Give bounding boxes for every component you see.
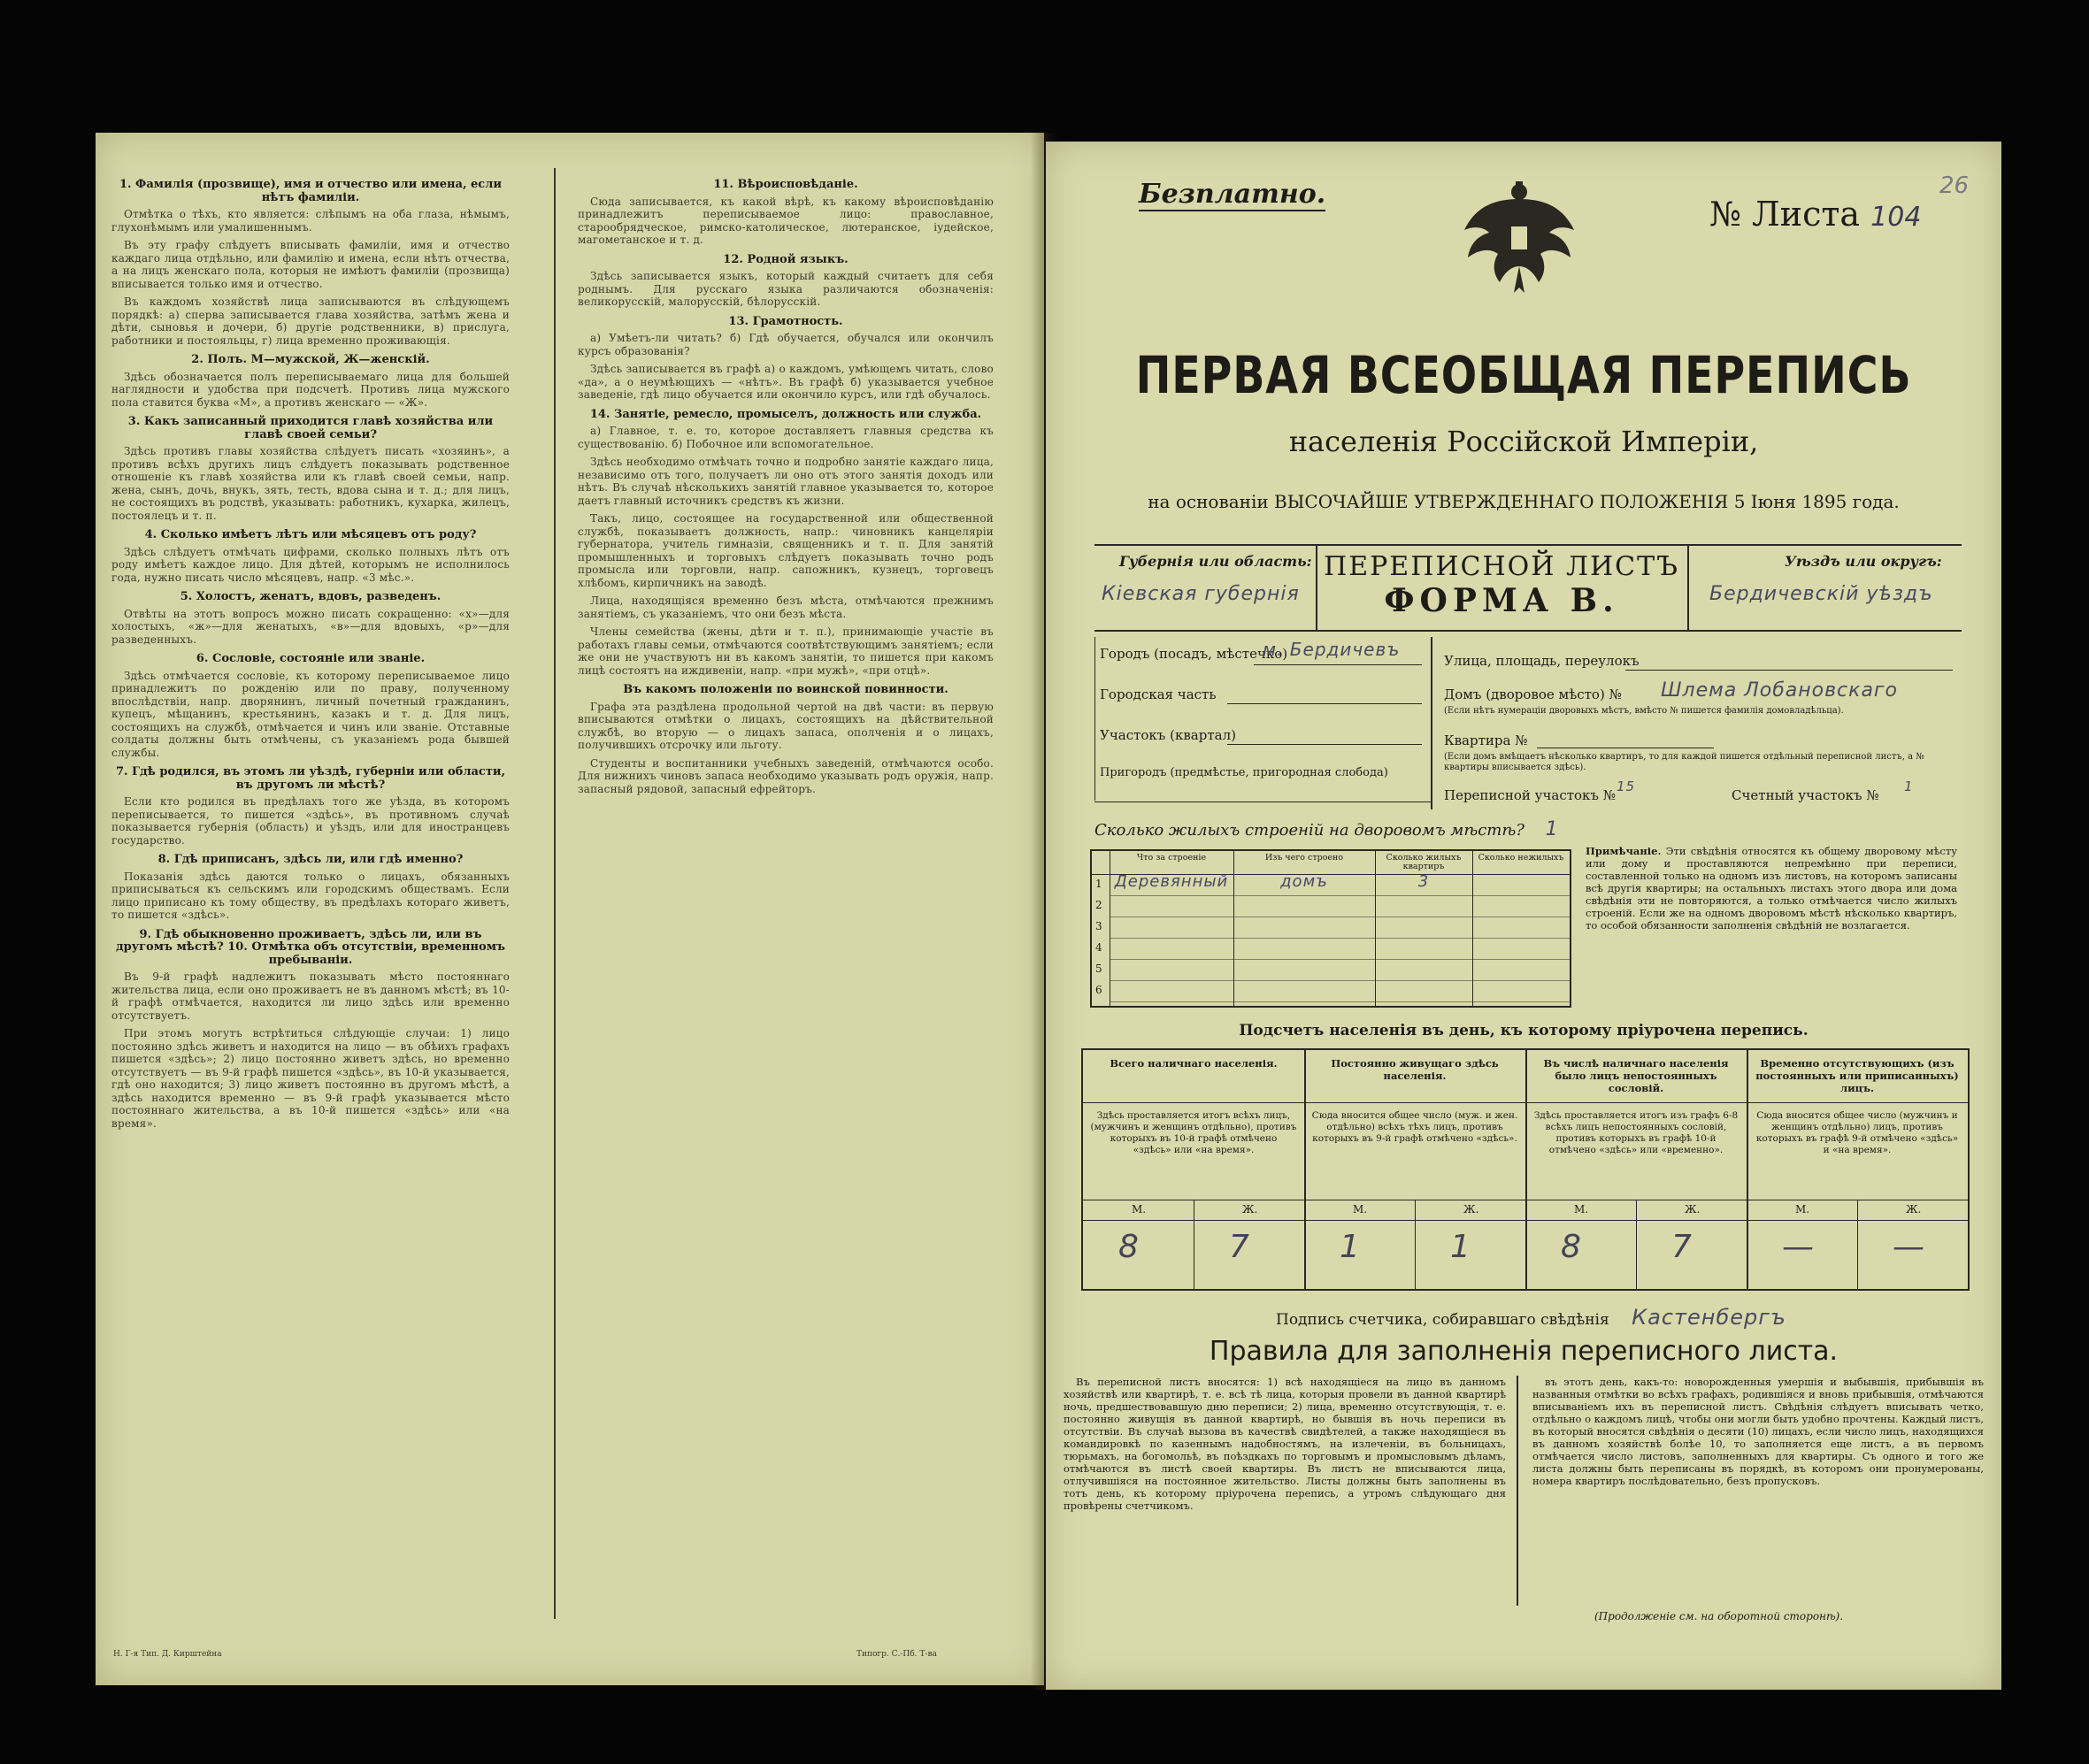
instruction-paragraph: а) Умѣетъ-ли читать? б) Гдѣ обучается, обучался или окончилъ курсъ образованія? [578, 332, 994, 357]
street-label: Улица, площадь, переулокъ [1444, 653, 1640, 669]
instruction-paragraph: Показанія здѣсь даются только о лицахъ, обязанныхъ приписываться къ сельскимъ или городскимъ обществамъ. Если лицо приписано къ тому обществу, въ предѣлахъ котораго живетъ, то пишется «здѣсь». [111, 870, 510, 921]
female-label: Ж. [1463, 1203, 1479, 1216]
counter-signature [1276, 1305, 1786, 1330]
house-label: Домъ (дворовое мѣсто) № [1444, 686, 1622, 702]
double-headed-eagle-emblem [1457, 181, 1581, 296]
buildings-row-number: 4 [1095, 941, 1102, 954]
instruction-paragraph: Здѣсь противъ главы хозяйства слѣдуетъ писать «хозяинъ», а противъ всѣхъ другихъ лицъ слѣдуетъ показывать родственное отношеніе къ главѣ хозяйства или къ главѣ своей семьи, напр. жена, сынъ, дочь, внукъ, зять, тесть, вдова сына и т. д.; для лицъ, не состоящихъ въ родствѣ, указывать: работникъ, кухарка, жилецъ, постоялецъ и т. п. [111, 445, 510, 522]
gubernia-cell [1094, 546, 1317, 630]
buildings-row-rule [1110, 980, 1570, 981]
rules-column-left [1064, 1376, 1506, 1512]
instruction-paragraph: Здѣсь записывается въ графѣ а) о каждомъ, умѣющемъ читать, слово «да», а о неумѣющихъ — «нѣтъ». Въ графѣ б) указывается учебное заведеніе, гдѣ лицо обучается или окончило курсъ, или гдѣ обучалось. [578, 363, 994, 401]
female-count: 7 [1671, 1229, 1692, 1265]
instruction-paragraph: Лица, находящіяся временно безъ мѣста, отмѣчаются прежнимъ занятіемъ, съ указаніемъ, что они безъ мѣста. [578, 594, 994, 620]
instruction-paragraph: При этомъ могутъ встрѣтиться слѣдующіе случаи: 1) лицо постоянно здѣсь живетъ и находится на лицо — въ обѣихъ графахъ пишется «здѣсь»; 2) лицо постоянно живетъ здѣсь, но временно отсутствуетъ — въ 9-й графѣ пишется «здѣсь», въ 10-й указывается, гдѣ оно находится; 3) лицо живетъ постоянно въ другомъ мѣстѣ, а здѣсь находится временно — въ 9-й графѣ указывается мѣсто постояннаго жительства, а въ 10-й пишется «здѣсь» или «на время». [111, 1027, 510, 1130]
flat-underline [1537, 747, 1714, 748]
instruction-heading: 4. Сколько имѣетъ лѣтъ или мѣсяцевъ отъ роду? [144, 528, 477, 541]
buildings-row-rule [1110, 1001, 1570, 1002]
instruction-paragraph: Здѣсь обозначается полъ переписываемаго лица для большей наглядности и удобства при подсчетѣ. Противъ лица мужского пола ставится буква «М», а противъ женскаго — «Ж». [111, 370, 510, 409]
male-count: 8 [1561, 1229, 1581, 1265]
population-column [1304, 1050, 1527, 1289]
address-bottom-rule [1094, 801, 1431, 802]
population-column-header: Всего наличнаго населенія. [1083, 1050, 1304, 1103]
sheet-number [1709, 195, 1921, 234]
counter-plot-value: 1 [1904, 778, 1914, 794]
buildings-table-header [1092, 851, 1570, 875]
female-count: 1 [1450, 1229, 1471, 1265]
instruction-paragraph: Члены семейства (жены, дѣти и т. п.), принимающіе участіе въ работахъ главы семьи, отмѣчаются соотвѣтствующимъ занятіемъ; если же они не участвуютъ ни въ какомъ занятіи, то пишется при какомъ лицѣ состоятъ на иждивеніи, напр. «при мужѣ», «при отцѣ». [578, 625, 994, 677]
population-values [1083, 1220, 1304, 1289]
population-column-description: Сюда вносится общее число (муж. и жен. отдѣльно) всѣхъ тѣхъ лицъ, противъ которыхъ въ 9-й графѣ отмѣчено «здѣсь». [1304, 1103, 1525, 1200]
male-label: М. [1795, 1203, 1810, 1216]
instruction-heading: 13. Грамотность. [728, 314, 843, 328]
population-count-table [1081, 1048, 1970, 1291]
note-label: Примѣчаніе. [1586, 845, 1662, 857]
instruction-paragraph: Здѣсь слѣдуетъ отмѣчать цифрами, сколько полныхъ лѣтъ отъ роду имѣетъ каждое лицо. Для дѣтей, которымъ не исполнилось года, нужно писать число мѣсяцевъ, напр. «3 мѣс.». [111, 545, 510, 584]
buildings-table-body [1092, 874, 1570, 1006]
census-plot-value: 15 [1617, 778, 1636, 794]
buildings-row-number: 3 [1095, 920, 1102, 932]
instruction-heading: 2. Полъ. М—мужской, Ж—женскій. [191, 353, 430, 366]
flat-note: (Если домъ вмѣщаетъ нѣсколько квартиръ, то для каждой пишется отдѣльный переписной листъ, а № квартиры вписывается здѣсь). [1444, 752, 1924, 772]
buildings-entry: 3 [1417, 872, 1430, 891]
instruction-paragraph: Въ 9-й графѣ надлежитъ показывать мѣсто постояннаго жительства лица, если оно проживаетъ не въ данномъ мѣстѣ; въ 10-й графѣ отмѣчается, находится ли лицо здѣсь или временно отсутствуетъ. [111, 970, 510, 1022]
buildings-row-number: 1 [1095, 878, 1102, 890]
male-label: М. [1353, 1203, 1368, 1216]
population-column-description: Здѣсь проставляется итогъ изъ графъ 6-8 всѣхъ лицъ непостоянныхъ сословій, противъ которыхъ въ графѣ 10-й отмѣчено «здѣсь» или «временно». [1525, 1103, 1747, 1200]
instruction-paragraph: Отвѣты на этотъ вопросъ можно писать сокращенно: «х»—для холостыхъ, «ж»—для женатыхъ, «в»—для вдовыхъ, «р»—для разведенныхъ. [111, 607, 510, 646]
signature-value: Кастенбергъ [1632, 1305, 1786, 1330]
instruction-heading: 12. Родной языкъ. [723, 252, 849, 266]
male-count: 1 [1340, 1229, 1360, 1265]
buildings-question-label: Сколько жилыхъ строеній на дворовомъ мѣстѣ? [1094, 821, 1525, 840]
note-text: Эти свѣдѣнія относятся къ общему дворовому мѣсту или дому и проставляются непремѣнно при переписи, составленной только на одномъ изъ листовъ, на которомъ записаны всѣ другія квартиры; на остальныхъ листахъ этого двора или дома свѣдѣнія эти не повторяются, а только отмѣчается число жилыхъ строеній. Если же на одномъ дворовомъ мѣстѣ нѣсколько квартиръ, то особой обязанности заполненія свѣдѣній не возлагается. [1586, 845, 1958, 932]
female-count: 7 [1229, 1229, 1249, 1265]
printer-footnote: Типогр. С.-Пб. Т-ва [856, 1650, 937, 1659]
form-subtitle: населенія Россійской Имперіи, [1288, 425, 1759, 458]
population-column [1747, 1050, 1968, 1289]
sheet-number-handwritten: 104 [1870, 202, 1922, 233]
population-column-description: Здѣсь проставляется итогъ всѣхъ лицъ, (мужчинъ и женщинъ отдѣльно), противъ которыхъ въ 10-й графѣ отмѣчено «здѣсь» или «на время». [1083, 1103, 1304, 1200]
form-header-box [1094, 544, 1962, 632]
instruction-paragraph: Здѣсь записывается языкъ, который каждый считаетъ для себя роднымъ. Для русскаго языка различаются обозначенія: великорусскій, малорусскій, бѣлорусскій. [578, 270, 994, 308]
uezd-label: Уѣздъ или округъ: [1785, 553, 1942, 570]
instruction-paragraph: Студенты и воспитанники учебныхъ заведеній, отмѣчаются особо. Для нижнихъ чиновъ запаса необходимо указывать родъ оружія, напр. запасный рядовой, запасный ефрейторъ. [578, 756, 994, 795]
gubernia-label: Губернія или область: [1119, 553, 1312, 570]
city-part-label: Городская часть [1100, 686, 1217, 702]
instruction-heading: 5. Холостъ, женатъ, вдовъ, разведенъ. [180, 590, 442, 603]
instruction-heading: 9. Гдѣ обыкновенно проживаетъ, здѣсь ли, или въ другомъ мѣстѣ? 10. Отмѣтка объ отсутствіи, временномъ пребываніи. [116, 927, 505, 967]
gubernia-value: Кіевская губернія [1102, 583, 1300, 605]
female-count: — [1893, 1229, 1924, 1265]
form-letter: ФОРМА В. [1384, 582, 1619, 619]
instruction-heading: 8. Гдѣ приписанъ, здѣсь ли, или гдѣ именно? [157, 853, 464, 866]
rules-text: Въ переписной листъ вносятся: 1) всѣ находящіеся на лицо въ данномъ хозяйствѣ или квартирѣ, т. е. всѣ тѣ лица, которыя провели въ данной квартирѣ ночь, предшествовавшую дню переписи; 2) лица, временно отсутствующія, т. е. постоянно живущія въ данной квартирѣ, но бывшія въ ночь переписи въ отсутствіи. Въ случаѣ вызова въ качествѣ свидѣтелей, а также находящіеся въ командировкѣ по казеннымъ надобностямъ, на излеченіи, въ больницахъ, тюрьмахъ, на богомольѣ, въ поѣздкахъ по торговымъ и промысловымъ дѣламъ, отмѣчаются въ листѣ своей квартиры. Въ листъ не вписываются лица, отлучившіяся на постоянное жительство. Листы должны быть заполнены въ тотъ день, къ которому пріурочена перепись, а утромъ слѣдующаго дня провѣрены счетчикомъ. [1064, 1376, 1506, 1512]
suburb-label: Пригородъ (предмѣстье, пригородная слобода) [1100, 766, 1388, 779]
buildings-column-header: Сколько нежилыхъ [1478, 853, 1564, 863]
buildings-row-number: 6 [1095, 984, 1102, 996]
rules-column-right [1532, 1376, 1984, 1487]
city-value: м. Бердичевъ [1263, 639, 1401, 660]
uezd-cell [1687, 546, 1962, 630]
column-divider [554, 168, 556, 1619]
population-column-header: Въ числѣ наличнаго населенія было лицъ непостоянныхъ сословій. [1525, 1050, 1747, 1103]
buildings-row-number: 2 [1095, 899, 1102, 911]
sheet-number-label: № Листа [1709, 195, 1861, 234]
buildings-row-rule [1110, 895, 1570, 896]
male-label: М. [1132, 1203, 1147, 1216]
free-of-charge-label: Безплатно. [1139, 179, 1326, 210]
census-plot-label: Переписной участокъ № [1444, 787, 1616, 803]
buildings-answer: 1 [1545, 818, 1559, 840]
census-form-page [1046, 142, 2001, 1690]
street-underline [1625, 669, 1953, 671]
printer-footnote: Н. Г-я Тип. Д. Кирштейна [113, 1650, 222, 1659]
buildings-row-rule [1110, 959, 1570, 960]
signature-label: Подпись счетчика, собиравшаго свѣдѣнія [1276, 1311, 1609, 1329]
instruction-heading: 3. Какъ записанный приходится главѣ хозяйства или главѣ своей семьи? [127, 415, 494, 441]
female-label: Ж. [1685, 1203, 1701, 1216]
instruction-heading: 14. Занятіе, ремесло, промыселъ, должность или служба. [589, 407, 982, 421]
buildings-row-number: 5 [1095, 963, 1102, 975]
city-underline [1254, 663, 1422, 665]
part-underline [1227, 702, 1422, 704]
instruction-heading: 1. Фамилія (прозвище), имя и отчество или имена, если нѣтъ фамиліи. [119, 178, 503, 204]
form-name-cell [1316, 546, 1689, 630]
section-label: Участокъ (квартал) [1100, 727, 1236, 743]
female-label: Ж. [1906, 1203, 1922, 1216]
pencil-mark: 26 [1939, 173, 1970, 199]
instruction-heading: 6. Сословіе, состояніе или званіе. [196, 652, 426, 665]
address-divider [1431, 637, 1432, 809]
male-label: М. [1574, 1203, 1589, 1216]
uezd-value: Бердичевскій уѣздъ [1709, 583, 1933, 605]
male-count: — [1782, 1229, 1814, 1265]
buildings-column-header: Что за строеніе [1136, 853, 1207, 863]
instruction-paragraph: Если кто родился въ предѣлахъ того же уѣзда, въ которомъ переписывается, то пишется «здѣсь», въ противномъ случаѣ показывается губернія (область) и уѣздъ, или для иностранцевъ государство. [111, 795, 510, 847]
buildings-entry: Деревянный [1114, 872, 1229, 891]
population-column [1083, 1050, 1306, 1289]
population-values [1304, 1220, 1525, 1289]
buildings-entry: домъ [1280, 872, 1328, 891]
instruction-paragraph: Здѣсь отмѣчается сословіе, къ которому переписываемое лицо принадлежитъ по рожденію или по праву, полученному впослѣдствіи, напр. дворянинъ, личный почетный гражданинъ, купецъ, мѣщанинъ, крестьянинъ, казакъ и т. д. Для лицъ, состоящихъ на службѣ, отмѣчается и чинъ или званіе. Отставные солдаты должны быть отмѣчены, съ указаніемъ рода бывшей службы. [111, 669, 510, 759]
house-note: (Если нѣтъ нумераціи дворовыхъ мѣстъ, вмѣсто № пишется фамилія домовладѣльца). [1444, 706, 1844, 716]
population-values [1747, 1220, 1968, 1289]
continued-note: (Продолженіе см. на оборотной сторонѣ). [1594, 1610, 1844, 1622]
population-column-description: Сюда вносится общее число (мужчинъ и женщинъ отдѣльно) лицъ, противъ которыхъ въ графѣ 9-й отмѣчено «здѣсь» и «на время». [1747, 1103, 1968, 1200]
instruction-paragraph: Такъ, лицо, состоящее на государственной или общественной службѣ, показываетъ должность, напр.: чиновникъ канцеляріи губернатора, учитель гимназіи, священникъ и т. п. Для занятій промышленныхъ и торговыхъ слѣдуетъ показывать точно родъ промысла или торговли, напр. сапожникъ, кузнецъ, торговецъ хлѣбомъ, кирпичникъ на заводѣ. [578, 512, 994, 589]
male-count: 8 [1118, 1229, 1139, 1265]
instruction-paragraph: Графа эта раздѣлена продольной чертой на двѣ части: въ первую вписываются отмѣтки о лицахъ, состоящихъ на дѣйствительной службѣ, во вторую — о лицахъ запаса, ополченія и о лицахъ, получившихъ отсрочку или льготу. [578, 700, 994, 751]
buildings-question [1094, 818, 1559, 840]
population-column [1525, 1050, 1748, 1289]
buildings-note [1586, 845, 1957, 932]
rules-divider [1517, 1376, 1518, 1606]
buildings-row-rule [1110, 938, 1570, 939]
instruction-paragraph: а) Главное, т. е. то, которое доставляетъ главныя средства къ существованію. б) Побочное или вспомогательное. [578, 425, 994, 450]
population-column-header: Постоянно живущаго здѣсь населенія. [1304, 1050, 1525, 1103]
rules-title: Правила для заполненія переписного листа. [1209, 1336, 1839, 1367]
instruction-paragraph: Сюда записывается, къ какой вѣрѣ, къ какому вѣроисповѣданію принадлежитъ переписываемое лицо: православное, старообрядческое, римско-католическое, лютеранское, іудейское, магометанское и т. д. [578, 195, 994, 246]
section-underline [1227, 743, 1422, 745]
instruction-paragraph: Отмѣтка о тѣхъ, кто является: слѣпымъ на оба глаза, нѣмымъ, глухонѣмымъ или умалишеннымъ. [111, 208, 510, 234]
population-count-title: Подсчетъ населенія въ день, къ которому пріурочена перепись. [1239, 1022, 1809, 1039]
instruction-heading: 7. Гдѣ родился, въ этомъ ли уѣздѣ, губерніи или области, въ другомъ ли мѣстѣ? [115, 765, 506, 792]
buildings-column-rule [1472, 851, 1473, 1006]
address-frame [1094, 637, 1095, 801]
instruction-paragraph: Въ эту графу слѣдуетъ вписывать фамиліи, имя и отчество каждаго лица отдѣльно, или фамилію и имена, если нѣтъ отчества, а на лицъ женскаго пола, которыя не имѣютъ фамиліи (прозвища) вписывается только имя и отчество. [111, 239, 510, 290]
instructions-column-2 [578, 172, 994, 801]
population-values [1525, 1220, 1747, 1289]
legal-basis: на основаніи ВЫСОЧАЙШЕ УТВЕРЖДЕННАГО ПОЛОЖЕНІЯ 5 Іюня 1895 года. [1148, 491, 1900, 512]
address-block [1094, 637, 1962, 809]
buildings-column-header: Изъ чего строено [1264, 853, 1344, 863]
left-page-instructions [96, 133, 1044, 1685]
female-label: Ж. [1242, 1203, 1258, 1216]
instruction-paragraph: Въ каждомъ хозяйствѣ лица записываются въ слѣдующемъ порядкѣ: а) сперва записывается глава хозяйства, затѣмъ жена и дѣти, сыновья и дочери, б) другіе родственники, в) прислуга, работники и постояльцы, г) лица временно проживающія. [111, 295, 510, 347]
instructions-column-1 [111, 172, 510, 1135]
buildings-column-header: Сколько жилыхъ квартиръ [1386, 853, 1462, 871]
instruction-heading: Въ какомъ положеніи по воинской повинности. [623, 683, 948, 696]
counter-plot-label: Счетный участокъ № [1732, 787, 1879, 803]
instruction-paragraph: Здѣсь необходимо отмѣчать точно и подробно занятіе каждаго лица, независимо отъ того, получаетъ ли оно отъ этого занятія доходъ или нѣтъ. Въ случаѣ нѣсколькихъ занятій главное указывается то, которое даетъ главный источникъ средствъ къ жизни. [578, 456, 994, 507]
population-column-header: Временно отсутствующихъ (изъ постоянныхъ или приписанныхъ) лицъ. [1747, 1050, 1968, 1103]
form-title: ПЕРВАЯ ВСЕОБЩАЯ ПЕРЕПИСЬ [1135, 345, 1912, 405]
house-value: Шлема Лобановскаго [1661, 679, 1898, 702]
city-label: Городъ (посадъ, мѣстечко) [1100, 646, 1288, 662]
instruction-heading: 11. Вѣроисповѣданіе. [713, 178, 858, 191]
buildings-table [1090, 849, 1571, 1008]
flat-label: Квартира № [1444, 732, 1528, 748]
rules-text: въ этотъ день, какъ-то: новорожденныя умершія и выбывшія, прибывшія въ названныя отмѣтки во всѣхъ графахъ, родившіяся и вновь прибывшія, отмѣчаются вписываніемъ ихъ въ переписной листъ. Свѣдѣнія слѣдуетъ вписывать четко, отдѣльно о каждомъ лицѣ, чтобы они могли быть удобно прочтены. Каждый листъ, въ который вносятся свѣдѣнія о десяти (10) лицахъ, если число лицъ, находящихся въ данномъ хозяйствѣ болѣе 10, то заполняется еще листъ, а въ первомъ отмѣчается число листовъ, заполненныхъ для квартиры. Съ одного и того же листа должны быть переписаны въ порядкѣ, въ которомъ они пронумерованы, номера квартиръ послѣдовательно, безъ пропусковъ. [1532, 1376, 1984, 1487]
sheet-form-title: ПЕРЕПИСНОЙ ЛИСТЪ [1324, 551, 1679, 582]
